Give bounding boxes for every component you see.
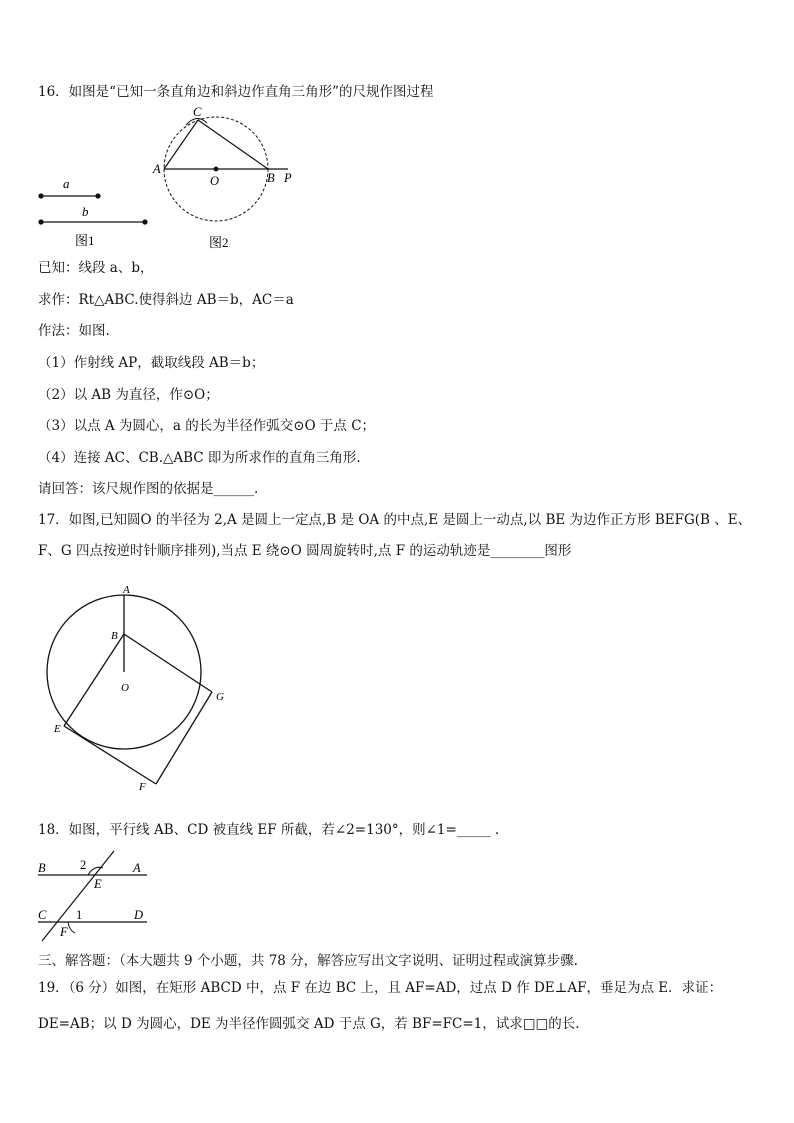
q16-title: 16．如图是“已知一条直角边和斜边作直角三角形”的尺规作图过程 [38, 84, 434, 100]
q16-find: 求作：Rt△ABC.使得斜边 AB＝b，AC＝a [38, 292, 294, 308]
label-e: E [94, 877, 102, 891]
q16-question: 请回答：该尺规作图的依据是______. [38, 481, 259, 497]
label-o: O [121, 682, 129, 694]
q16-figure-1 [30, 170, 160, 250]
label-o: O [210, 174, 220, 188]
label-f: F [139, 781, 146, 793]
label-g: G [216, 691, 224, 703]
label-angle-1: 1 [76, 908, 83, 922]
segment-a-end-point [95, 193, 100, 198]
q18-text: 18．如图，平行线 AB、CD 被直线 EF 所截，若∠2=130°，则∠1=_____ . [38, 822, 500, 838]
label-a: A [153, 162, 161, 176]
q17-figure [40, 580, 240, 795]
figure-2-caption: 图2 [209, 235, 229, 250]
segment-a-start-point [38, 193, 43, 198]
label-d: D [134, 908, 144, 922]
segment-cb [198, 120, 268, 169]
q16-method: 作法：如图. [38, 323, 110, 339]
q16-known: 已知：线段 a、b， [38, 260, 154, 276]
q18-figure [30, 848, 155, 944]
segment-b-start-point [38, 219, 43, 224]
segment-be [64, 634, 124, 726]
label-b: B [111, 630, 118, 642]
label-a: A [133, 861, 141, 875]
label-a: a [63, 176, 70, 191]
line-ef [42, 851, 114, 941]
section-3-heading: 三、解答题：（本大题共 9 个小题，共 78 分，解答应写出文字说明、证明过程或演算步骤. [38, 953, 578, 969]
q16-figure-2 [145, 103, 305, 253]
q19-text-line-1: 19．（6 分）如图，在矩形 ABCD 中，点 F 在边 BC 上，且 AF=AD，过点 D 作 DE⊥AF，垂足为点 E．求证： [38, 980, 723, 996]
q16-step-3: （3）以点 A 为圆心，a 的长为半径作弧交⊙O 于点 C； [38, 418, 376, 434]
label-e: E [54, 723, 61, 735]
center-point-o [214, 167, 219, 172]
label-c: C [38, 908, 47, 922]
label-angle-2: 2 [80, 858, 87, 872]
q16-step-4: （4）连接 AC、CB.△ABC 即为所求作的直角三角形. [38, 450, 361, 466]
q16-step-2: （2）以 AB 为直径，作⊙O； [38, 387, 219, 403]
label-b: B [267, 171, 275, 185]
q19-text-line-2: DE=AB；以 D 为圆心，DE 为半径作圆弧交 AD 于点 G，若 BF=FC=1，试求□□的长. [38, 1016, 580, 1032]
label-b: b [82, 204, 89, 219]
angle-1-arc [68, 922, 75, 933]
label-p: P [284, 171, 292, 185]
segment-ac [164, 120, 198, 169]
label-b: B [38, 861, 46, 875]
label-a: A [123, 584, 130, 596]
q16-step-1: （1）作射线 AP，截取线段 AB＝b； [38, 355, 265, 371]
segment-gb [124, 634, 212, 692]
segment-ef [64, 726, 156, 784]
label-f: F [60, 925, 68, 939]
q17-text-line-1: 17．如图,已知圆O 的半径为 2,A 是圆上一定点,B 是 OA 的中点,E 是圆上一动点,以 BE 为边作正方形 BEFG(B 、E、 [38, 512, 752, 528]
figure-1-caption: 图1 [75, 233, 95, 248]
label-c: C [193, 105, 202, 119]
q17-text-line-2: F、G 四点按逆时针顺序排列),当点 E 绕⊙O 圆周旋转时,点 F 的运动轨迹是________图形 [38, 543, 572, 559]
